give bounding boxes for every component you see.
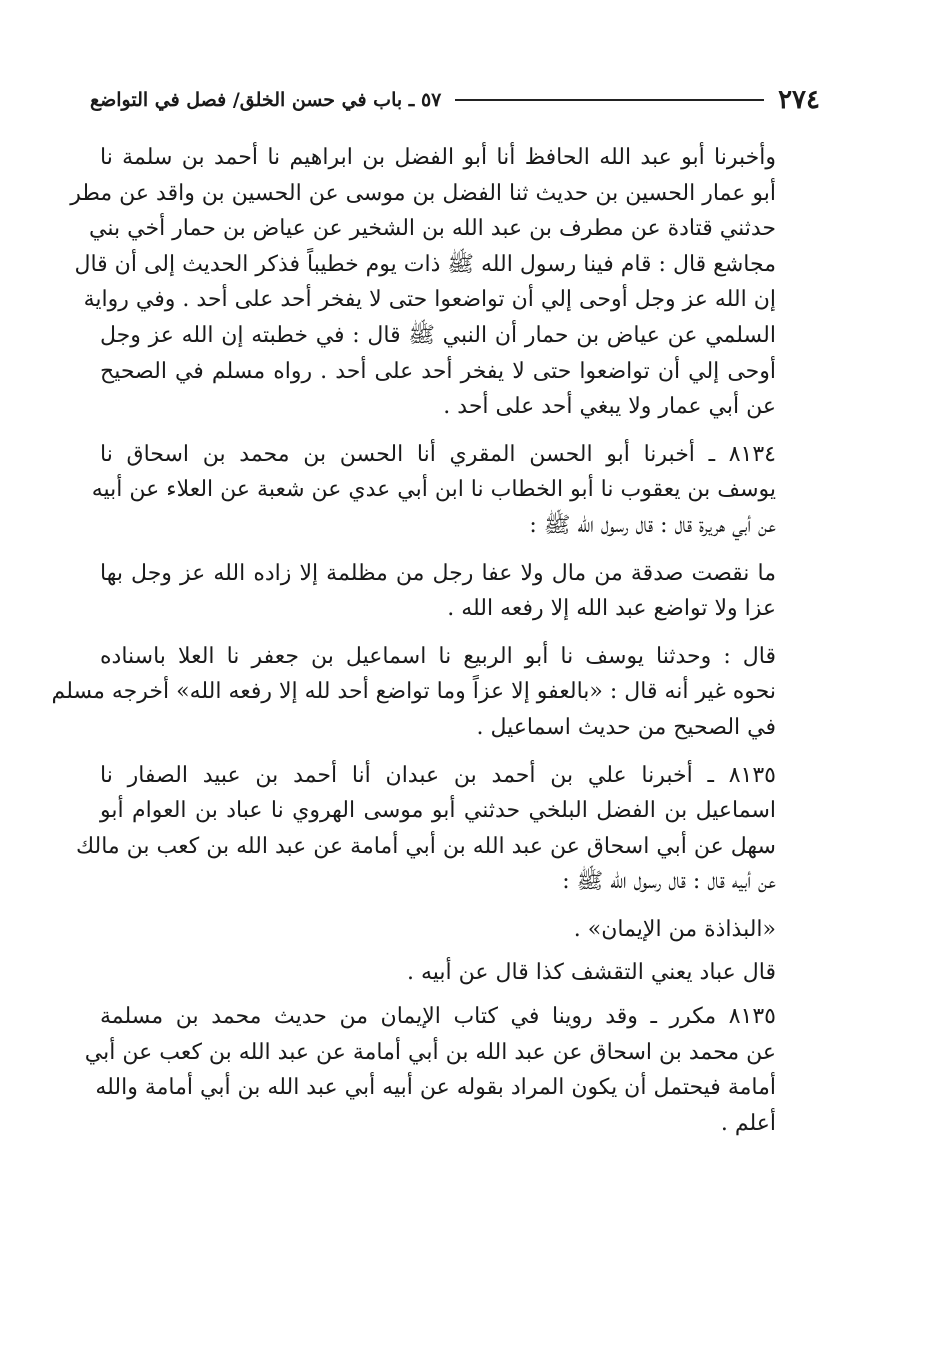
text-line: يوسف بن يعقوب نا أبو الخطاب نا ابن أبي عدي عن شعبة عن العلاء عن أبيه <box>91 477 776 503</box>
header-rule <box>455 99 764 101</box>
text-line: حدثني قتادة عن مطرف بن عبد الله بن الشخير عن عياض بن حمار أخي بني <box>89 216 776 242</box>
text-line: ٨١٣٤ ـ أخبرنا أبو الحسن المقري أنا الحسن بن محمد بن اسحاق نا <box>100 441 776 467</box>
paragraph-commentary <box>100 955 816 991</box>
paragraph-quote <box>100 912 816 948</box>
text-line: «البذاذة من الإيمان» . <box>573 916 776 942</box>
paragraph-8135-repeat <box>84 999 816 1141</box>
text-line: اسماعيل بن الفضل البلخي حدثني أبو موسى الهروي نا عباد بن العوام أبو <box>100 798 776 824</box>
text-line: أبو عمار الحسين بن حديث ثنا الفضل بن موسى عن الحسين بن واقد عن مطر <box>70 180 776 206</box>
text-line: مجاشع قال : قام فينا رسول الله ﷺ ذات يوم خطيباً فذكر الحديث إلى أن قال <box>74 251 776 277</box>
text-line: عزا ولا تواضع عبد الله إلا رفعه الله . <box>447 596 776 622</box>
paragraph-hadith-text <box>100 556 816 627</box>
text-line: أوحى إلي أن تواضعوا حتى لا يفخر أحد على أحد . رواه مسلم في الصحيح <box>100 358 776 384</box>
text-line: ما نقصت صدقة من مال ولا عفا رجل من مظلمة إلا زاده الله عز وجل بها <box>100 560 776 586</box>
text-line: وأخبرنا أبو عبد الله الحافظ أنا أبو الفضل بن ابراهيم نا أحمد بن سلمة نا <box>100 145 776 170</box>
text-line: عن أبي عمار ولا يبغي أحد على أحد . <box>443 394 776 420</box>
text-line: ٨١٣٥ مكرر ـ وقد روينا في كتاب الإيمان من حديث محمد بن مسلمة <box>100 1004 776 1030</box>
text-line: السلمي عن عياض بن حمار أن النبي ﷺ قال : في خطبته إن الله عز وجل <box>100 322 776 348</box>
text-line: ٨١٣٥ ـ أخبرنا علي بن أحمد بن عبدان أنا أحمد بن عبيد الصفار نا <box>100 762 776 788</box>
text-line: سهل عن أبي اسحاق عن عبد الله بن أبي أمامة عن عبد الله بن كعب بن مالك <box>75 833 776 859</box>
text-line: قال عباد يعني التقشف كذا قال عن أبيه . <box>407 960 776 986</box>
text-line: نحوه غير أنه قال : «بالعفو إلا عزاً وما تواضع أحد لله إلا رفعه الله» أخرجه مسلم <box>51 679 776 705</box>
paragraph-variant-chain <box>51 639 816 746</box>
paragraph-hadith-narration <box>70 140 816 425</box>
text-line: أعلم . <box>720 1110 776 1136</box>
paragraph-8134 <box>91 437 816 544</box>
text-line: عن أبي هريرة قال : قال رسول الله ﷺ : <box>529 512 776 538</box>
text-line: إن الله عز وجل أوحى إلي أن تواضعوا حتى لا يفخر أحد على أحد . وفي رواية <box>83 287 776 313</box>
page-number: ٢٧٤ <box>778 85 820 115</box>
text-line: عن أبيه قال : قال رسول الله ﷺ : <box>562 869 776 895</box>
text-line: أمامة فيحتمل أن يكون المراد بقوله عن أبيه أبي عبد الله بن أبي أمامة والله <box>95 1075 776 1101</box>
text-line: قال : وحدثنا يوسف نا أبو الربيع نا اسماعيل بن جعفر نا العلا باسناده <box>100 643 776 669</box>
text-line: عن محمد بن اسحاق عن عبد الله بن أبي أمامة عن عبد الله بن كعب عن أبي <box>84 1039 776 1065</box>
running-title: ٥٧ ـ باب في حسن الخلق/ فصل في التواضع <box>90 89 442 111</box>
text-line: في الصحيح من حديث اسماعيل . <box>476 714 776 740</box>
page-body <box>51 140 816 1153</box>
page-header <box>90 80 820 120</box>
paragraph-8135 <box>75 758 816 900</box>
